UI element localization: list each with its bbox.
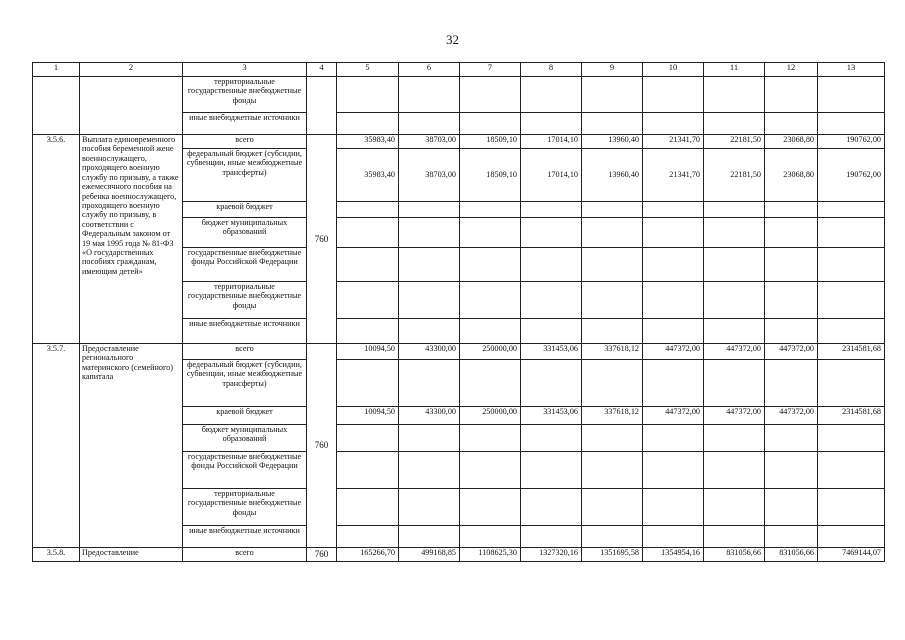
funding-source: федеральный бюджет (субсидии, субвенции, иные межбюджетные трансферты) [183, 149, 307, 202]
item-name: Предоставление регионального материнского (семейного) капитала [80, 344, 183, 548]
value-cell: 1327320,16 [521, 548, 582, 562]
header-cell: 12 [765, 63, 818, 77]
header-cell: 3 [183, 63, 307, 77]
value-cell: 2314581,68 [818, 407, 885, 425]
value-cell: 447372,00 [704, 344, 765, 360]
value-cell: 17014,10 [521, 149, 582, 202]
funding-source: иные внебюджетные источники [183, 319, 307, 344]
page-number: 32 [446, 32, 459, 47]
header-cell: 8 [521, 63, 582, 77]
value-cell: 831056,66 [704, 548, 765, 562]
funding-source: всего [183, 548, 307, 562]
table-row [33, 548, 885, 562]
value-cell: 35983,40 [337, 135, 399, 149]
funding-source: иные внебюджетные источники [183, 526, 307, 548]
header-cell: 4 [307, 63, 337, 77]
value-cell: 447372,00 [643, 407, 704, 425]
item-name: Выплата единовременного пособия беременной жене военнослужащего, проходящего военную службу по призыву, а также ежемесячного пособия на ребенка военнослужащего, проходящего военную службу по призыву, в соответствии с Федеральным законом от 19 мая 1995 года № 81-ФЗ «О государственных пособиях гражданам, имеющим детей» [80, 135, 183, 344]
funding-source: государственные внебюджетные фонды Российской Федерации [183, 452, 307, 489]
value-cell: 23068,80 [765, 135, 818, 149]
value-cell: 18509,10 [460, 135, 521, 149]
value-cell: 331453,06 [521, 407, 582, 425]
funding-source: государственные внебюджетные фонды Российской Федерации [183, 248, 307, 282]
funding-source: территориальные государственные внебюджетные фонды [183, 489, 307, 526]
value-cell: 831056,66 [765, 548, 818, 562]
funding-source: бюджет муниципальных образований [183, 218, 307, 248]
funding-source: всего [183, 135, 307, 149]
item-number: 3.5.6. [33, 135, 80, 344]
item-name [80, 77, 183, 135]
header-cell: 2 [80, 63, 183, 77]
header-cell: 9 [582, 63, 643, 77]
value-cell: 337618,12 [582, 344, 643, 360]
item-number: 3.5.7. [33, 344, 80, 548]
value-cell: 22181,50 [704, 149, 765, 202]
value-cell: 35983,40 [337, 149, 399, 202]
column-number-header [33, 63, 885, 77]
header-cell: 11 [704, 63, 765, 77]
value-cell: 447372,00 [704, 407, 765, 425]
value-cell: 2314581,68 [818, 344, 885, 360]
header-cell: 1 [33, 63, 80, 77]
value-cell: 38703,00 [399, 149, 460, 202]
table-row [33, 77, 885, 113]
header-cell: 13 [818, 63, 885, 77]
value-cell: 21341,70 [643, 149, 704, 202]
value-cell: 1354954,16 [643, 548, 704, 562]
value-cell: 43300,00 [399, 344, 460, 360]
item-number [33, 77, 80, 135]
value-cell: 43300,00 [399, 407, 460, 425]
value-cell: 13960,40 [582, 149, 643, 202]
item-code [307, 77, 337, 135]
value-cell: 10094,50 [337, 344, 399, 360]
item-code: 760 [307, 135, 337, 344]
value-cell: 447372,00 [765, 344, 818, 360]
funding-source: краевой бюджет [183, 407, 307, 425]
value-cell: 10094,50 [337, 407, 399, 425]
funding-source: краевой бюджет [183, 202, 307, 218]
budget-table [32, 62, 885, 562]
value-cell: 17014,10 [521, 135, 582, 149]
value-cell: 165266,70 [337, 548, 399, 562]
funding-source: всего [183, 344, 307, 360]
value-cell: 331453,06 [521, 344, 582, 360]
value-cell: 250000,00 [460, 344, 521, 360]
value-cell: 190762,00 [818, 149, 885, 202]
funding-source: бюджет муниципальных образований [183, 425, 307, 452]
funding-source: федеральный бюджет (субсидии, субвенции, иные межбюджетные трансферты) [183, 360, 307, 407]
table-row [33, 135, 885, 149]
value-cell: 7469144,07 [818, 548, 885, 562]
value-cell: 337618,12 [582, 407, 643, 425]
value-cell: 18509,10 [460, 149, 521, 202]
value-cell: 499168,85 [399, 548, 460, 562]
item-number: 3.5.8. [33, 548, 80, 562]
value-cell: 21341,70 [643, 135, 704, 149]
value-cell: 447372,00 [765, 407, 818, 425]
funding-source: территориальные государственные внебюджетные фонды [183, 77, 307, 113]
header-cell: 7 [460, 63, 521, 77]
value-cell: 1351695,58 [582, 548, 643, 562]
funding-source: территориальные государственные внебюджетные фонды [183, 282, 307, 319]
value-cell: 447372,00 [643, 344, 704, 360]
value-cell: 1108625,30 [460, 548, 521, 562]
funding-source: иные внебюджетные источники [183, 113, 307, 135]
value-cell: 250000,00 [460, 407, 521, 425]
value-cell: 22181,50 [704, 135, 765, 149]
header-cell: 6 [399, 63, 460, 77]
value-cell: 23068,80 [765, 149, 818, 202]
value-cell: 13960,40 [582, 135, 643, 149]
item-code: 760 [307, 548, 337, 562]
value-cell: 190762,00 [818, 135, 885, 149]
item-code: 760 [307, 344, 337, 548]
header-cell: 5 [337, 63, 399, 77]
value-cell: 38703,00 [399, 135, 460, 149]
header-cell: 10 [643, 63, 704, 77]
item-name: Предоставление [80, 548, 183, 562]
table-row [33, 344, 885, 360]
